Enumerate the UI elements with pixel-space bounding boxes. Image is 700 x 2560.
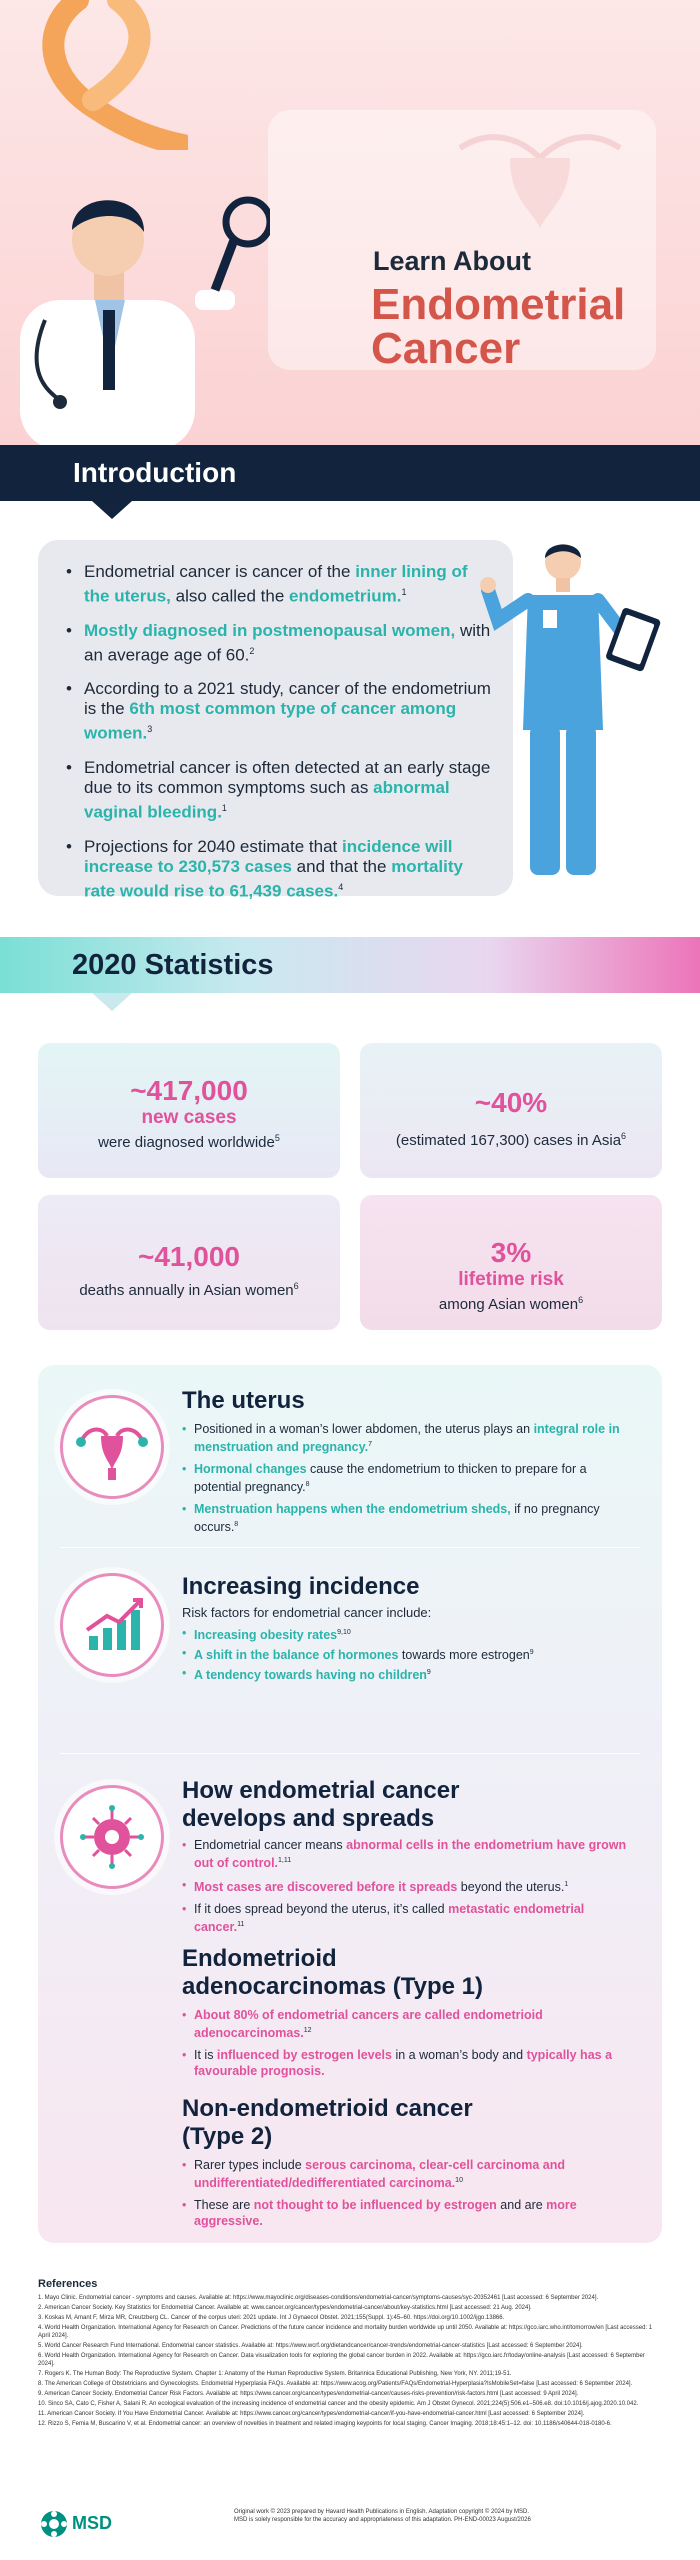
intro-bullet-2: • Mostly diagnosed in postmenopausal women, with an average age of 60.$^2$	[66, 621, 491, 666]
introduction-pointer	[92, 501, 132, 519]
reference-item: 9. American Cancer Society. Endometrial Cancer Risk Factors. Available at: https://www.cancer.org/cancer/types/endometrial-cancer/causes-risks-prevention/risk-factors.html [Last accessed: 9 April 2024].	[38, 2391, 579, 2397]
stat-card-deaths	[38, 1195, 340, 1330]
type2-heading: Non-endometrioid cancer (Type 2)	[182, 2095, 473, 2150]
uterus-watermark-icon	[440, 118, 640, 238]
stat-card-new-cases	[38, 1043, 340, 1178]
stat-card-asia-share	[360, 1043, 662, 1178]
stat-value: ~417,000	[130, 1075, 248, 1106]
type2-bullet-2: • These are not thought to be influenced by estrogen and are more aggressive.	[182, 2197, 632, 2229]
stat-value: 3%	[490, 1237, 532, 1268]
develops-bullet-1: • Endometrial cancer means abnormal cells in the endometrium have grown out of control.$^{1,11}$	[182, 1837, 632, 1871]
introduction-header-bar	[0, 445, 700, 501]
section-divider	[60, 1753, 640, 1754]
statistics-header-bar	[0, 937, 700, 993]
introduction-card	[38, 540, 513, 901]
reference-item: 5. World Cancer Research Fund International. Endometrial cancer statistics. Available at: https://www.wcrf.org/dietandcancer/cancer-trends/endometrial-cancer-statistics [Last accessed: 6 September 2024].	[38, 2343, 583, 2349]
references-section	[38, 2278, 658, 2430]
uterus-body	[182, 1421, 632, 1541]
introduction-list	[38, 540, 513, 901]
clinician-with-clipboard-illustration	[468, 540, 678, 885]
develops-heading: How endometrial cancer develops and spreads	[182, 1777, 460, 1832]
intro-bullet-3: • According to a 2021 study, cancer of the endometrium is the 6th most common type of cancer among women.$^3$	[66, 679, 491, 744]
reference-item: 1. Mayo Clinic. Endometrial cancer - symptoms and causes. Available at: https://www.mayoclinic.org/diseases-conditions/endometrial-cancer/symptoms-causes/syc-20352461 [Last accessed: 6 September 2024].	[38, 2295, 599, 2301]
hero-title-line3: Cancer	[371, 324, 521, 373]
uterus-bullet-1: • Positioned in a woman’s lower abdomen, the uterus plays an integral role in menstruation and pregnancy.$^7$	[182, 1421, 632, 1455]
incidence-heading: Increasing incidence	[182, 1573, 420, 1600]
stat-subtitle: lifetime risk	[458, 1269, 564, 1290]
cell-icon-badge	[60, 1785, 164, 1889]
reference-item: 4. World Health Organization. International Agency for Research on Cancer. Predictions of the future cancer incidence and mortality burden worldwide up until 2050. Available at: https://gco.iarc.who.int/tomorrow/en [Last accessed: 1 April 2024].	[38, 2325, 653, 2339]
incidence-bullet-1: • Increasing obesity rates$^{9,10}$	[182, 1625, 632, 1643]
intro-bullet-4: • Endometrial cancer is often detected at an early stage due to its common symptoms such as abnormal vaginal bleeding.$^1$	[66, 758, 491, 823]
msd-logo-text: MSD	[72, 2513, 112, 2533]
references-list	[38, 2294, 658, 2428]
reference-item: 2. American Cancer Society. Key Statistics for Endometrial Cancer. Available at: www.cancer.org/cancer/types/endometrial-cancer/about/key-statistics.html [Last accessed: 21 Aug. 2024].	[38, 2305, 532, 2311]
references-heading: References	[38, 2278, 98, 2290]
type1-bullet-1: • About 80% of endometrial cancers are called endometrioid adenocarcinomas.$^{12}$	[182, 2007, 632, 2041]
type2-body	[182, 2157, 632, 2235]
info-panel	[38, 1365, 662, 2243]
reference-item: 3. Koskas M, Amant F, Mirza MR, Creutzberg CL. Cancer of the corpus uteri: 2021 update. Int J Gynaecol Obstet. 2021;155(Suppl. 1):45–60. https://doi.org/10.1002/ijgo.13866.	[38, 2315, 505, 2321]
stat-description: (estimated 167,300) cases in Asia$^6$	[395, 1131, 627, 1149]
develops-body	[182, 1837, 632, 1941]
uterus-heading: The uterus	[182, 1387, 305, 1414]
reference-item: 7. Rogers K. The Human Body: The Reproductive System. Chapter 1: Anatomy of the Human Reproductive System. Britannica Educational Publishing, New York, NY. 2011;19-51.	[38, 2371, 512, 2377]
reference-item: 12. Rizzo S, Femia M, Buscarino V, et al. Endometrial cancer: an overview of novelties in treatment and related imaging keypoints for local staging. Cancer Imaging. 2018;18:45:1–12. doi: 10.1186/s40644-018-0180-6.	[38, 2421, 612, 2427]
growth-chart-icon	[63, 1576, 161, 1674]
incidence-bullet-2: • A shift in the balance of hormones towards more estrogen$^9$	[182, 1645, 632, 1663]
stat-subtitle: new cases	[141, 1107, 237, 1128]
reference-item: 6. World Health Organization. International Agency for Research on Cancer. Data visualization tools for exploring the global cancer burden in 2022. Available at: https://gco.iarc.fr/today/online-analysis [Last accessed: 6 September 2024].	[38, 2353, 645, 2367]
type1-body	[182, 2007, 632, 2085]
reference-item: 11. American Cancer Society. If You Have Endometrial Cancer. Available at: https://www.cancer.org/cancer/types/endometrial-cancer/if-you-have-endometrial-cancer.html [Last accessed: 6 September 2024].	[38, 2411, 585, 2417]
reference-item: 8. The American College of Obstetricians and Gynecologists. Endometrial Hyperplasia FAQs. Available at: https://www.acog.org/Patients/FAQs/Endometrial-Hyperplasia?IsMobileSet=false [Last accessed: 6 September 2024].	[38, 2381, 633, 2387]
introduction-heading: Introduction	[73, 457, 237, 488]
stat-value: ~40%	[474, 1087, 548, 1118]
type2-bullet-1: • Rarer types include serous carcinoma, clear-cell carcinoma and undifferentiated/dedifferentiated carcinoma.$^{10}$	[182, 2157, 632, 2191]
stat-card-lifetime-risk	[360, 1195, 662, 1330]
uterus-icon	[63, 1398, 161, 1496]
uterus-bullet-2: • Hormonal changes cause the endometrium to thicken to prepare for a potential pregnancy.$^8$	[182, 1461, 632, 1495]
type1-heading: Endometrioid adenocarcinomas (Type 1)	[182, 1945, 483, 2000]
uterus-icon-badge	[60, 1395, 164, 1499]
type1-bullet-2: • It is influenced by estrogen levels in a woman’s body and typically has a favourable prognosis.	[182, 2047, 632, 2079]
stat-value: ~41,000	[138, 1241, 240, 1272]
growth-icon-badge	[60, 1573, 164, 1677]
section-divider	[60, 1547, 640, 1548]
intro-bullet-1: • Endometrial cancer is cancer of the inner lining of the uterus, also called the endometrium.$^1$	[66, 562, 491, 607]
incidence-intro: Risk factors for endometrial cancer include:	[182, 1605, 432, 1620]
ribbon-icon	[18, 0, 188, 150]
stat-description: deaths annually in Asian women$^6$	[79, 1281, 299, 1299]
msd-logo-icon	[40, 2510, 68, 2538]
hero-title-line2: Endometrial	[371, 280, 626, 329]
hero-title-main	[371, 280, 626, 373]
hero-banner	[0, 0, 700, 445]
stat-description: among Asian women$^6$	[438, 1295, 584, 1313]
reference-item: 10. Sinco SA, Cato C, Fisher A, Salani R. An ecological evaluation of the increasing incidence of endometrial cancer and the obesity epidemic. Am J Obstet Gynecol. 2021;224(5):506.e1–506.e8. doi:10.1016/j.ajog.2020.10.042.	[38, 2401, 639, 2407]
footer-copyright-note: Original work © 2023 prepared by Havard Health Publications in English. Adaptation copyright © 2024 by MSD. MSD is solely responsible for the accuracy and appropriateness of this adaptation. PH-END-00023 August/2026	[234, 2509, 531, 2523]
develops-bullet-3: • If it does spread beyond the uterus, it’s called metastatic endometrial cancer.$^{11}$	[182, 1901, 632, 1935]
intro-bullet-5: • Projections for 2040 estimate that incidence will increase to 230,573 cases and that the mortality rate would rise to 61,439 cases.$^4$	[66, 837, 491, 902]
virus-cell-icon	[63, 1788, 161, 1886]
statistics-pointer	[92, 993, 132, 1011]
statistics-heading: 2020 Statistics	[72, 949, 274, 981]
incidence-bullet-3: • A tendency towards having no children$^9$	[182, 1665, 632, 1683]
incidence-body	[182, 1605, 632, 1689]
develops-bullet-2: • Most cases are discovered before it spreads beyond the uterus.$^1$	[182, 1877, 632, 1895]
hero-title-line1: Learn About	[373, 246, 531, 276]
doctor-illustration	[0, 140, 270, 445]
stat-description: were diagnosed worldwide$^5$	[98, 1133, 280, 1151]
uterus-bullet-3: • Menstruation happens when the endometrium sheds, if no pregnancy occurs.$^8$	[182, 1501, 632, 1535]
